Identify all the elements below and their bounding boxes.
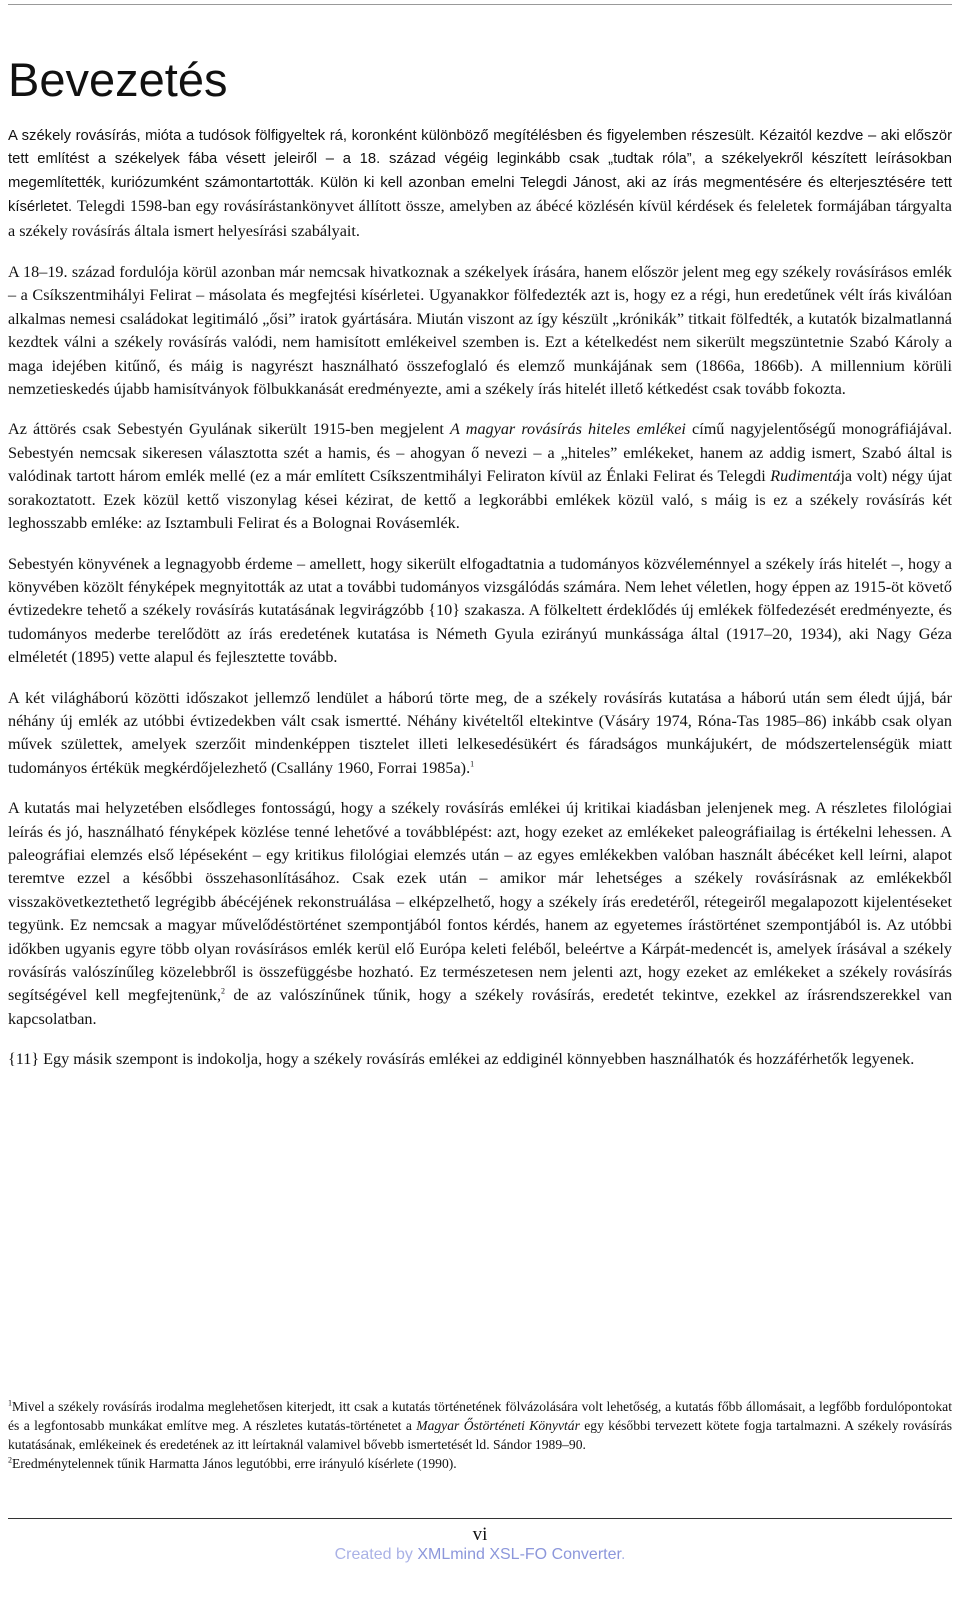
paragraph-2: A 18–19. század fordulója körül azonban már nemcsak hivatkoznak a székelyek írására, hanem először jelent meg egy székely rovásírásos emlék – a Csíkszentmihályi Felirat – másolata és megfejtési kísérletei. Ugyanakkor fölfedezték azt is, hogy ez a régi, hun eredetűnek vélt írás kiválóan alkalmas nemesi családokat legitimáló „ősi” iratok gyártására. Miután viszont az így készült „krónikák” titkait fölfedték, a kutatók bizalmatlanná kezdtek válni a székely rovásírás valódi, nem hamisított emlékeivel szemben is. Ezt a kételkedést nem sikerült megszüntetnie Szabó Károly a maga idejében kitűnő, és máig is nagyrészt használható összefoglaló és elemző munkájának sem (1866a, 1866b). A millennium körüli nemzetieskedés újabb hamisítványok fölbukkanását eredményezte, ami a székely írás hitelét illető kétkedést csak tovább fokozta. (8, 263, 952, 399)
paragraph-3-part-b: című nagyjelentőségű monográfiájával. Sebestyén nemcsak sikeresen választotta szét a hamis, és – ahogyan ő nevezi – a „hiteles” emlékeket, hanem az addig ismert, Szabó által is valódinak tartott három emlék mellé (ez a már említett Csíkszentmihályi Feliraton kívül az Énlaki Felirat és Telegdi (8, 420, 952, 486)
footnote-1-italic: Magyar Őstörténeti Könyvtár (416, 1418, 580, 1433)
footnote-ref-2[interactable]: 2 (221, 987, 226, 997)
book-title-italic: A magyar rovásírás hiteles emlékei (450, 420, 686, 439)
footnotes (8, 1397, 952, 1473)
paragraph-5 (8, 687, 952, 781)
rudimenta-italic: Rudimentá (770, 467, 841, 486)
footnote-1-part-b: egy későbbi tervezett kötete fogja tartalmazni. A székely rovásírás kutatásának, emlékeinek és eredetének az itt leírtaknál valamivel bővebb ismertetését ld. Sándor 1989–90. (8, 1418, 953, 1452)
footnote-2-number: 2 (8, 1455, 12, 1465)
paragraph-1-part-b: Telegdi 1598-ban egy rovásírástankönyvet állított össze, amelyben az ábécé közlésén kívül kérdések és feleletek formájában tárgyalta a székely rovásírás általa ismert helyesírási szabályait. (8, 197, 952, 240)
top-rule (8, 4, 952, 5)
paragraph-4: Sebestyén könyvének a legnagyobb érdeme – amellett, hogy sikerült elfogadtatnia a tudományos közvéleménnyel a székely írás hitelét –, hogy a könyvében közölt fényképek megnyitották az utat a további tudományos vizsgálódás számára. Nem lehet véletlen, hogy éppen az 1915-öt követő évtizedekre tehető a székely rovásírás kutatásának legvirágzóbb {10} szakasza. A fölkeltett érdeklődés új emlékek fölfedezését eredményezte, és tudományos mederbe terelődött az írás eredetének kutatása is Németh Gyula ezirányú munkássága által (1917–20, 1934), aki Nagy Géza elméletét (1895) vette alapul és fejlesztette tovább. (8, 554, 952, 667)
credit-suffix: . (620, 1546, 626, 1563)
footnote-1 (8, 1397, 952, 1454)
paragraph-7: {11} Egy másik szempont is indokolja, hogy a székely rovásírás emlékei az eddiginél könnyebben használhatók és hozzáférhetők legyenek. (8, 1050, 915, 1069)
paragraph-6-part-a: A kutatás mai helyzetében elsődleges fontosságú, hogy a székely rovásírás emlékei új kritikai kiadásban jelenjenek meg. A részletes filológiai leírás és jó, használható fényképek közlése tenné lehetővé a továbblépést: azt, hogy ezeket az emlékeket paleográfiailag is értékelni lehessen. A paleográfiai elemzés első lépéseként – egy kritikus filológiai elemzés után – az egyes emlékekben valóban használt ábécéket kell leírni, alapot teremtve ezzel a későbbi összehasonlításához. Csak ezek után – amikor már lehetséges a székely rovásírásnak az emlékekből visszakövetkeztethető legrégibb ábécéjének rekonstruálása – elképzelhető, hogy a székely írás eredetéről, rétegeiről megalapozott kijelentéseket tegyünk. Ez nemcsak a magyar művelődéstörténet szempontjából fontos kérdés, hanem az egyetemes írástörténet szempontjából is. Az utóbbi időkben ugyanis egyre több olyan rovásírásos emlék kerül elő Európa keleti feléből, beleértve a Kárpát-medencét is, amelyek írásával a székely rovásírás valószínűleg közelebbről is összefüggésbe hozható. Ez természetesen nem jelenti azt, hogy ezeket az emlékeket a székely rovásírás segítségével kell megfejtenünk, (8, 799, 952, 1005)
paragraph-6-part-b: de az valószínűnek tűnik, hogy a székely rovásírás, eredetét tekintve, ezekkel az írásrendszerekkel van kapcsolatban. (8, 986, 952, 1028)
body-text (8, 125, 952, 1089)
converter-link[interactable]: XMLmind XSL-FO Converter (417, 1546, 621, 1563)
bottom-rule (8, 1518, 952, 1519)
footnote-1-number: 1 (8, 1398, 12, 1408)
paragraph-3-part-c: ja volt) négy újat sorakoztatott. Ezek közül kettő viszonylag kései kézirat, de kettő a legkorábbi emlékek közül való, s máig is ez a székely rovásírás két leghosszabb emléke: az Isztambuli Felirat és a Bolognai Rovásemlék. (8, 467, 952, 533)
credit-prefix: Created by (334, 1546, 418, 1563)
paragraph-1-part-a: A székely rovásírás, mióta a tudósok fölfigyeltek rá, koronként különböző megítélésben és figyelemben részesült. Kézaitól kezdve – aki először tett említést a székelyek fába vésett jeleiről – a 18. század végéig leginkább csak „tudtak róla”, a székelyekről készített leírásokban megemlítették, kuriózumként számontartották. Külön ki kell azonban emelni Telegdi Jánost, aki az írás megmentésére és elterjesztésére tett kísérletet. (8, 128, 952, 216)
credit-line (0, 1546, 960, 1564)
paragraph-6 (8, 797, 952, 1031)
paragraph-3-part-a: Az áttörés csak Sebestyén Gyulának sikerült 1915-ben megjelent (8, 420, 451, 439)
footnote-1-part-a: Mivel a székely rovásírás irodalma meglehetősen kiterjedt, itt csak a kutatás történetének fölvázolására volt lehetőség, a kutatás főbb állomásait, a legfőbb fordulópontokat és a legfontosabb munkákat említve meg. A részletes kutatás-történetet a (8, 1399, 952, 1433)
footnote-2-text: Eredménytelennek tűnik Harmatta János legutóbbi, erre irányuló kísérlete (1990). (12, 1456, 457, 1471)
paragraph-5-text: A két világháború közötti időszakot jellemző lendület a háború törte meg, de a székely rovásírás kutatása a háború után sem éledt újjá, bár néhány új emlék az utóbbi évtizedekben vált csak ismertté. Néhány kivételtől eltekintve (Vásáry 1974, Róna-Tas 1985–86) inkább csak olyan művek születtek, amelyek szerzőit mindenképpen tisztelet illeti lelkesedésükért és fáradságos munkájukért, de módszertelenségük miatt tudományos értékük megkérdőjelezhető (Csallány 1960, Forrai 1985a). (8, 688, 952, 777)
page-number: vi (472, 1524, 488, 1545)
footnote-2 (8, 1454, 952, 1473)
footnote-ref-1[interactable]: 1 (470, 759, 475, 769)
paragraph-1 (8, 125, 952, 244)
page-title: Bevezetés (8, 53, 228, 106)
paragraph-3 (8, 418, 952, 535)
